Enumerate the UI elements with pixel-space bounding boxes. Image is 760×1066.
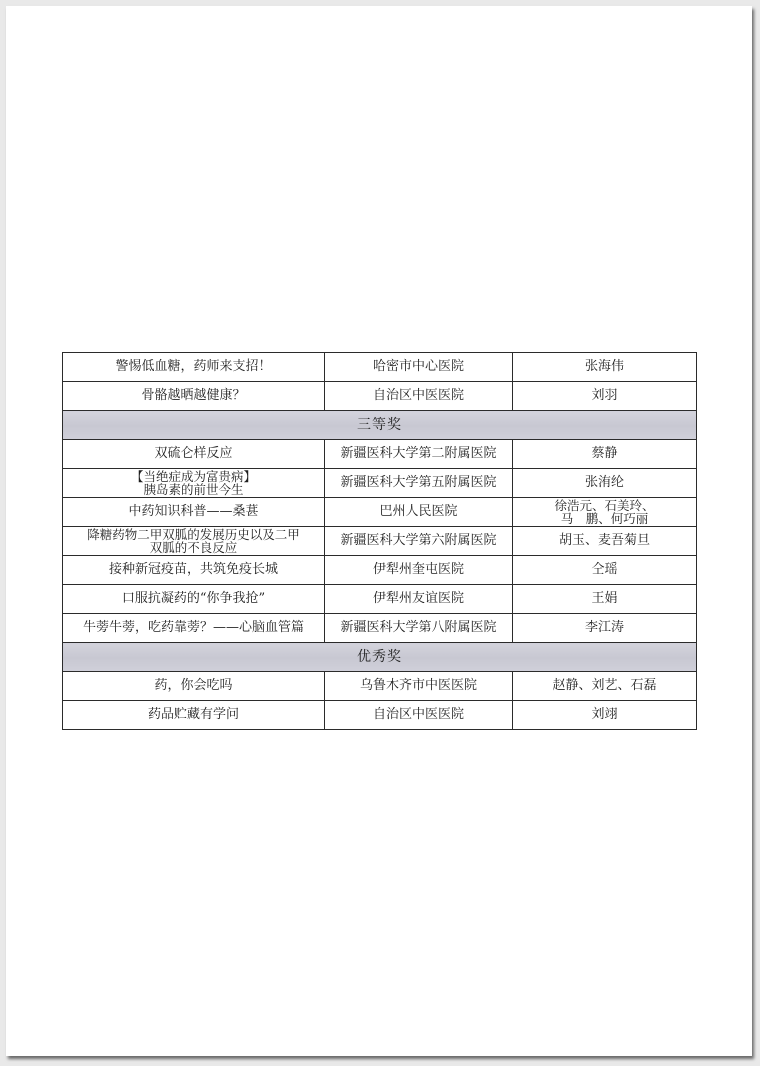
- entry-author: 王娟: [513, 585, 697, 614]
- entry-author: 赵静、刘艺、石磊: [513, 672, 697, 701]
- entry-author: 蔡静: [513, 440, 697, 469]
- entry-title: 警惕低血糖，药师来支招！: [63, 353, 325, 382]
- entry-author: 胡玉、麦吾菊旦: [513, 527, 697, 556]
- table-row: [63, 585, 697, 614]
- entry-title: 双硫仑样反应: [63, 440, 325, 469]
- entry-organization: 伊犁州奎屯医院: [325, 556, 513, 585]
- section-header-excellence-award: [63, 643, 697, 672]
- table-row: [63, 440, 697, 469]
- table-row: [63, 556, 697, 585]
- entry-title: 药，你会吃吗: [63, 672, 325, 701]
- entry-title-line: 胰岛素的前世今生: [143, 482, 244, 497]
- entry-title-line: 降糖药物二甲双胍的发展历史以及二甲: [87, 527, 300, 542]
- table-row: [63, 614, 697, 643]
- entry-organization: 新疆医科大学第六附属医院: [325, 527, 513, 556]
- entry-author: 刘翊: [513, 701, 697, 730]
- entry-title: 中药知识科普——桑葚: [63, 498, 325, 527]
- entry-author: 仝瑶: [513, 556, 697, 585]
- entry-title: [63, 469, 325, 498]
- entry-author: 李江涛: [513, 614, 697, 643]
- entry-title: 接种新冠疫苗，共筑免疫长城: [63, 556, 325, 585]
- entry-organization: 自治区中医医院: [325, 382, 513, 411]
- entry-organization: 哈密市中心医院: [325, 353, 513, 382]
- entry-organization: 自治区中医医院: [325, 701, 513, 730]
- section-title: 三等奖: [63, 411, 697, 440]
- entry-title: 药品贮藏有学问: [63, 701, 325, 730]
- award-table: [62, 352, 697, 730]
- entry-title-line: 【当绝症成为富贵病】: [130, 469, 256, 484]
- table-row: [63, 498, 697, 527]
- entry-organization: 新疆医科大学第五附属医院: [325, 469, 513, 498]
- entry-organization: 新疆医科大学第八附属医院: [325, 614, 513, 643]
- entry-author-line: 马 鹏、何巧丽: [560, 511, 649, 526]
- table-row: [63, 382, 697, 411]
- entry-organization: 乌鲁木齐市中医医院: [325, 672, 513, 701]
- entry-author: 张海伟: [513, 353, 697, 382]
- section-header-third-prize: [63, 411, 697, 440]
- table-row: [63, 672, 697, 701]
- entry-title: 骨骼越晒越健康？: [63, 382, 325, 411]
- table-row: [63, 469, 697, 498]
- entry-author-line: 徐浩元、石美玲、: [554, 498, 655, 513]
- entry-title-line: 双胍的不良反应: [149, 540, 238, 555]
- table-row: [63, 701, 697, 730]
- entry-title: 牛蒡牛蒡，吃药靠蒡？——心脑血管篇: [63, 614, 325, 643]
- entry-organization: 巴州人民医院: [325, 498, 513, 527]
- entry-organization: 新疆医科大学第二附属医院: [325, 440, 513, 469]
- entry-author: 刘羽: [513, 382, 697, 411]
- entry-organization: 伊犁州友谊医院: [325, 585, 513, 614]
- table-row: [63, 527, 697, 556]
- entry-author: 张洧纶: [513, 469, 697, 498]
- document-page: [6, 6, 752, 1056]
- entry-title: 口服抗凝药的“你争我抢”: [63, 585, 325, 614]
- table-row: [63, 353, 697, 382]
- entry-title: [63, 527, 325, 556]
- entry-author: [513, 498, 697, 527]
- section-title: 优秀奖: [63, 643, 697, 672]
